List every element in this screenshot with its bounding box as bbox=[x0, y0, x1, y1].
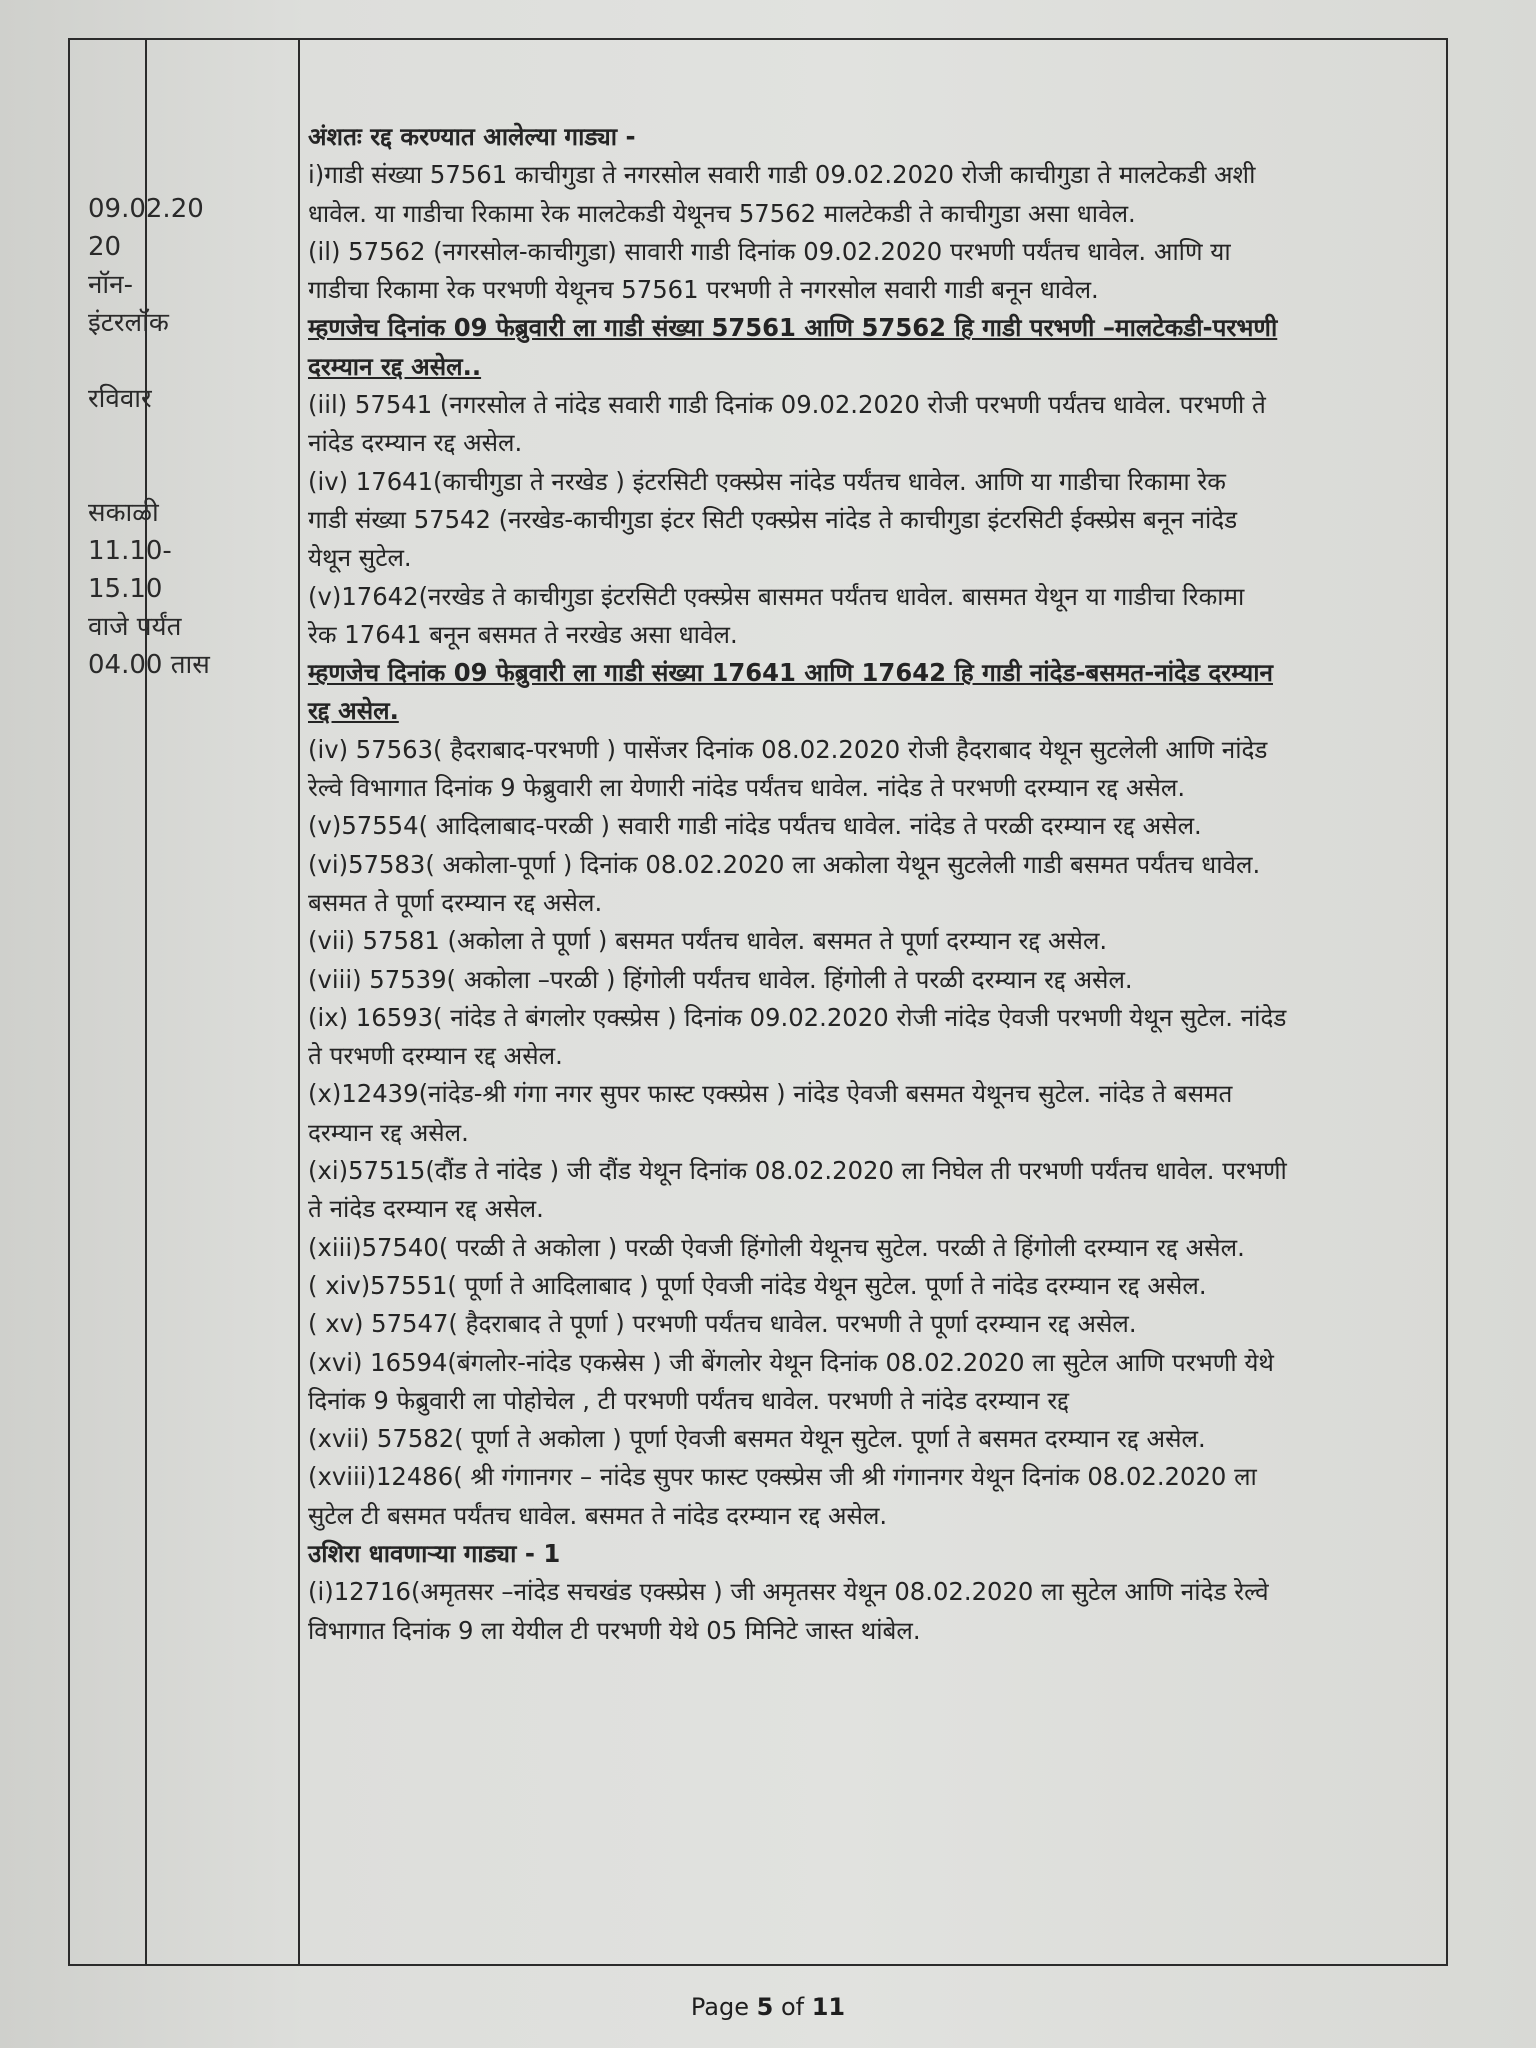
time-line-3: 15.10 bbox=[88, 574, 163, 604]
date-time-cell bbox=[88, 190, 288, 684]
notice-line: उशिरा धावणाऱ्या गाड्या - 1 bbox=[308, 1538, 561, 1568]
notice-line: (iil) 57541 (नगरसोल ते नांदेड सवारी गाडी दिनांक 09.02.2020 रोजी परभणी पर्यंतच धावेल. परभणी ते bbox=[308, 390, 1266, 420]
notice-line: (xvi) 16594(बंगलोर-नांदेड एकस्रेस ) जी बेंगलोर येथून दिनांक 08.02.2020 ला सुटेल आणि परभणी येथे bbox=[308, 1347, 1274, 1377]
notice-line: विभागात दिनांक 9 ला येयील टी परभणी येथे 05 मिनिटे जास्त थांबेल. bbox=[308, 1615, 921, 1645]
notice-line: (ix) 16593( नांदेड ते बंगलोर एक्स्प्रेस ) दिनांक 09.02.2020 रोजी नांदेड ऐवजी परभणी येथून सुटेल. नांदेड bbox=[308, 1002, 1287, 1032]
block-type-line-1: नॉन- bbox=[88, 270, 133, 300]
notice-line: i)गाडी संख्या 57561 काचीगुडा ते नगरसोल सवारी गाडी 09.02.2020 रोजी काचीगुडा ते मालटेकडी अशी bbox=[308, 160, 1256, 190]
notice-line: दरम्यान रद्द असेल. bbox=[308, 1117, 469, 1147]
notice-line: (xiii)57540( परळी ते अकोला ) परळी ऐवजी हिंगोली येथूनच सुटेल. परळी ते हिंगोली दरम्यान रद्द असेल. bbox=[308, 1232, 1245, 1262]
time-line-4: वाजे पर्यंत bbox=[88, 612, 182, 642]
notice-line: (xviii)12486( श्री गंगानगर – नांदेड सुपर फास्ट एक्स्प्रेस जी श्री गंगानगर येथून दिनांक 08.02.2020 ला bbox=[308, 1462, 1257, 1492]
notice-line: ते परभणी दरम्यान रद्द असेल. bbox=[308, 1041, 563, 1071]
notice-line: (il) 57562 (नगरसोल-काचीगुडा) सावारी गाडी दिनांक 09.02.2020 परभणी पर्यंतच धावेल. आणि या bbox=[308, 236, 1231, 266]
column-divider-2 bbox=[298, 40, 300, 1964]
notice-line: ( xiv)57551( पूर्णा ते आदिलाबाद ) पूर्णा ऐवजी नांदेड येथून सुटेल. पूर्णा ते नांदेड दरम्यान रद्द असेल. bbox=[308, 1270, 1207, 1300]
notice-line: ते नांदेड दरम्यान रद्द असेल. bbox=[308, 1194, 544, 1224]
notice-line: (iv) 57563( हैदराबाद-परभणी ) पासेंजर दिनांक 08.02.2020 रोजी हैदराबाद येथून सुटलेली आणि नांदेड bbox=[308, 734, 1268, 764]
notice-line: (vi)57583( अकोला-पूर्णा ) दिनांक 08.02.2020 ला अकोला येथून सुटलेली गाडी बसमत पर्यंतच धावेल. bbox=[308, 849, 1261, 879]
notice-line: रेक 17641 बनून बसमत ते नरखेड असा धावेल. bbox=[308, 619, 738, 649]
notice-line: रेल्वे विभागात दिनांक 9 फेब्रुवारी ला येणारी नांदेड पर्यंतच धावेल. नांदेड ते परभणी दरम्यान रद्द असेल. bbox=[308, 773, 1186, 803]
notice-line: गाडी संख्या 57542 (नरखेड-काचीगुडा इंटर सिटी एक्स्प्रेस नांदेड ते काचीगुडा इंटरसिटी ईक्स्प्रेस बनून नांदेड bbox=[308, 504, 1238, 534]
page-word: Page bbox=[690, 1993, 749, 2021]
page-footer bbox=[0, 1993, 1536, 2021]
notice-line: (vii) 57581 (अकोला ते पूर्णा ) बसमत पर्यंतच धावेल. बसमत ते पूर्णा दरम्यान रद्द असेल. bbox=[308, 926, 1108, 956]
notice-line: (iv) 17641(काचीगुडा ते नरखेड ) इंटरसिटी एक्स्प्रेस नांदेड पर्यंतच धावेल. आणि या गाडीचा रिकामा रेक bbox=[308, 466, 1226, 496]
train-notice-content bbox=[308, 118, 1458, 1650]
notice-heading-line: म्हणजेच दिनांक 09 फेब्रुवारी ला गाडी संख्या 57561 आणि 57562 हि गाडी परभणी –मालटेकडी-परभणी bbox=[308, 313, 1278, 343]
time-line-2: 11.10- bbox=[88, 536, 172, 566]
notice-line: (v)17642(नरखेड ते काचीगुडा इंटरसिटी एक्स्प्रेस बासमत पर्यंतच धावेल. बासमत येथून या गाडीचा रिकामा bbox=[308, 581, 1245, 611]
day-label: रविवार bbox=[88, 384, 152, 414]
notice-line: बसमत ते पूर्णा दरम्यान रद्द असेल. bbox=[308, 887, 603, 917]
notice-line: सुटेल टी बसमत पर्यंतच धावेल. बसमत ते नांदेड दरम्यान रद्द असेल. bbox=[308, 1500, 888, 1530]
notice-line: (x)12439(नांदेड-श्री गंगा नगर सुपर फास्ट एक्स्प्रेस ) नांदेड ऐवजी बसमत येथूनच सुटेल. नांदेड ते बसमत bbox=[308, 1079, 1233, 1109]
duration-label: 04.00 तास bbox=[88, 650, 210, 680]
date-line-2: 20 bbox=[88, 232, 122, 262]
notice-line: दिनांक 9 फेब्रुवारी ला पोहोचेल , टी परभणी पर्यंतच धावेल. परभणी ते नांदेड दरम्यान रद्द bbox=[308, 1385, 1070, 1415]
page-number: 5 bbox=[756, 1993, 774, 2021]
notice-heading-line: म्हणजेच दिनांक 09 फेब्रुवारी ला गाडी संख्या 17641 आणि 17642 हि गाडी नांदेड-बसमत-नांदेड दरम्यान bbox=[308, 658, 1273, 688]
notice-line: येथून सुटेल. bbox=[308, 543, 412, 573]
notice-line: (v)57554( आदिलाबाद-परळी ) सवारी गाडी नांदेड पर्यंतच धावेल. नांदेड ते परळी दरम्यान रद्द असेल. bbox=[308, 811, 1202, 841]
page-total: 11 bbox=[811, 1993, 846, 2021]
of-word: of bbox=[780, 1993, 805, 2021]
notice-line: गाडीचा रिकामा रेक परभणी येथूनच 57561 परभणी ते नगरसोल सवारी गाडी बनून धावेल. bbox=[308, 275, 1099, 305]
notice-line: (viii) 57539( अकोला –परळी ) हिंगोली पर्यंतच धावेल. हिंगोली ते परळी दरम्यान रद्द असेल. bbox=[308, 964, 1133, 994]
time-line-1: सकाळी bbox=[88, 498, 159, 528]
notice-line: (xi)57515(दौंड ते नांदेड ) जी दौंड येथून दिनांक 08.02.2020 ला निघेल ती परभणी पर्यंतच धावेल. परभणी bbox=[308, 1156, 1287, 1186]
notice-line: ( xv) 57547( हैदराबाद ते पूर्णा ) परभणी पर्यंतच धावेल. परभणी ते पूर्णा दरम्यान रद्द असेल. bbox=[308, 1309, 1137, 1339]
notice-heading-line: दरम्यान रद्द असेल.. bbox=[308, 351, 482, 381]
notice-heading-line: रद्द असेल. bbox=[308, 696, 399, 726]
block-type-line-2: इंटरलॉक bbox=[88, 308, 169, 338]
date-line-1: 09.02.20 bbox=[88, 194, 204, 224]
notice-line: (i)12716(अमृतसर –नांदेड सचखंड एक्स्प्रेस ) जी अमृतसर येथून 08.02.2020 ला सुटेल आणि नांदेड रेल्वे bbox=[308, 1577, 1269, 1607]
notice-line: (xvii) 57582( पूर्णा ते अकोला ) पूर्णा ऐवजी बसमत येथून सुटेल. पूर्णा ते बसमत दरम्यान रद्द असेल. bbox=[308, 1424, 1206, 1454]
notice-line: अंशतः रद्द करण्यात आलेल्या गाड्या - bbox=[308, 122, 636, 151]
notice-line: नांदेड दरम्यान रद्द असेल. bbox=[308, 428, 523, 458]
notice-line: धावेल. या गाडीचा रिकामा रेक मालटेकडी येथूनच 57562 मालटेकडी ते काचीगुडा असा धावेल. bbox=[308, 198, 1136, 228]
